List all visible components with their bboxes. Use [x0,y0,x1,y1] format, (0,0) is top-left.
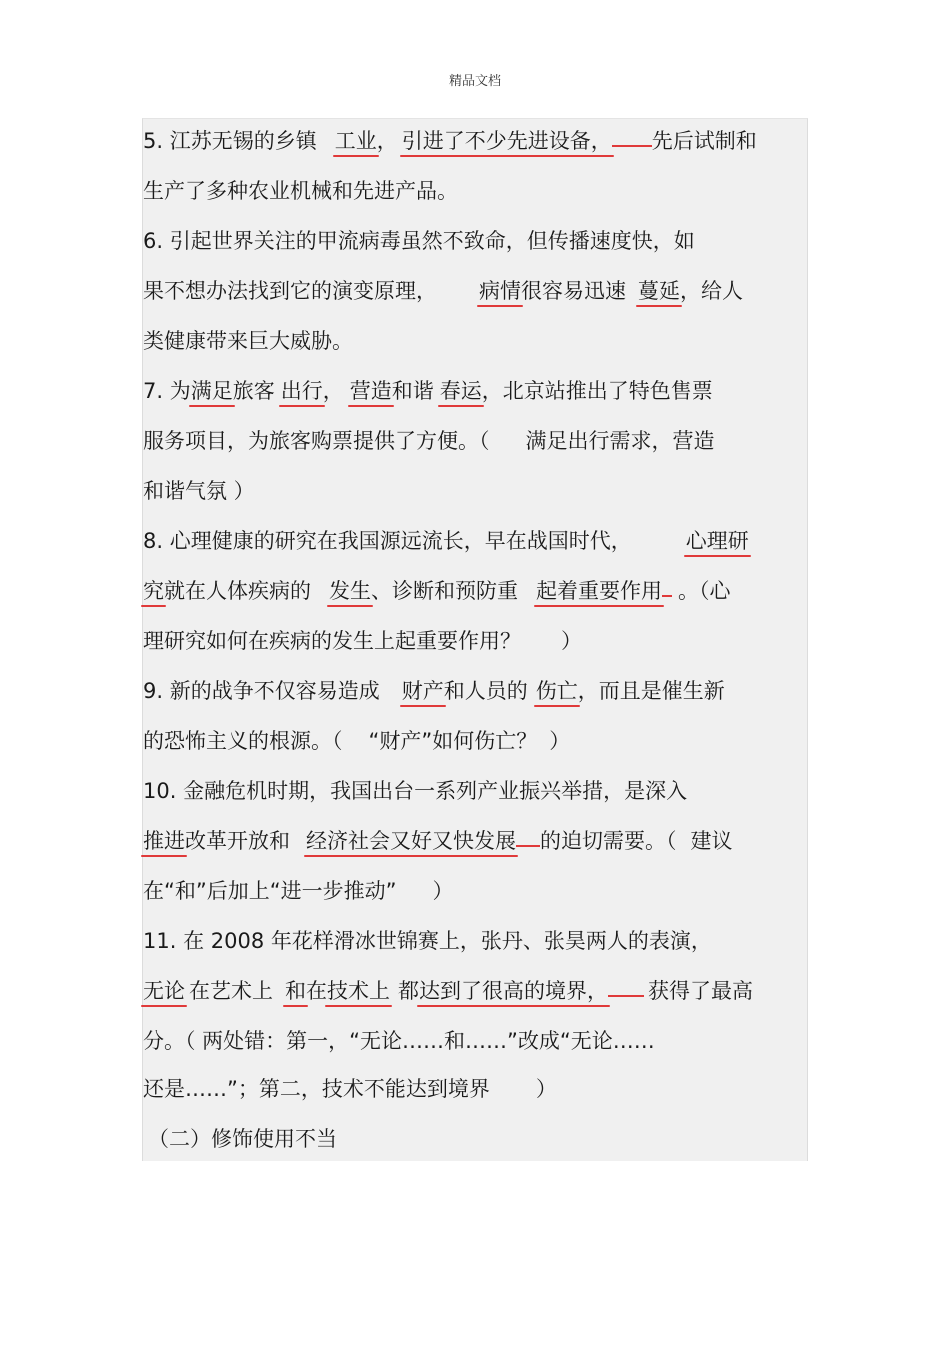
item-7-line1: 7. 为满足旅客 出行， 营造和谐 春运，北京站推出了特色售票 [143,374,713,408]
item-8-line2: 究就在人体疾病的 发生、诊断和预防重 起着重要作用 。（心 [143,574,731,608]
section-heading: （二）修饰使用不当 [148,1127,337,1151]
item-11-line3: 分。（ 两处错：第一，“无论……和……”改成“无论…… [143,1029,655,1053]
item-11-line2: 无论 在艺术上 和在技术上 都达到了很高的境界， 获得了最高 [143,974,753,1008]
item-7-line3: 和谐气氛 ） [143,479,255,503]
item-11-line4: 还是……”；第二，技术不能达到境界 ） [143,1077,557,1101]
item-6-line2: 果不想办法找到它的演变原理， 病情很容易迅速 蔓延，给人 [143,274,743,308]
item-8-line3: 理研究如何在疾病的发生上起重要作用？ ） [143,629,582,653]
item-10-line3: 在“和”后加上“进一步推动” ） [143,879,454,903]
item-11-line1: 11. 在 2008 年花样滑冰世锦赛上，张丹、张昊两人的表演， [143,929,712,953]
page-header: 精品文档 [448,74,501,89]
item-5-line2: 生产了多种农业机械和先进产品。 [143,179,458,203]
item-10-line2: 推进改革开放和 经济社会又好又快发展 的迫切需要。（ 建议 [143,824,733,858]
item-5-line1: 5. 江苏无锡的乡镇 工业， 引进了不少先进设备， 先后试制和 [143,124,757,158]
item-9-line2: 的恐怖主义的根源。（ “财产”如何伤亡？ ） [143,729,571,753]
item-6-line3: 类健康带来巨大威胁。 [143,329,353,353]
item-6-line1: 6. 引起世界关注的甲流病毒虽然不致命，但传播速度快，如 [143,229,695,253]
item-10-line1: 10. 金融危机时期，我国出台一系列产业振兴举措，是深入 [143,779,688,803]
item-8-line1: 8. 心理健康的研究在我国源远流长，早在战国时代， 心理研 [143,524,749,558]
item-9-line1: 9. 新的战争不仅容易造成 财产和人员的 伤亡，而且是催生新 [143,674,725,708]
item-7-line2: 服务项目，为旅客购票提供了方便。（ 满足出行需求，营造 [143,429,715,453]
